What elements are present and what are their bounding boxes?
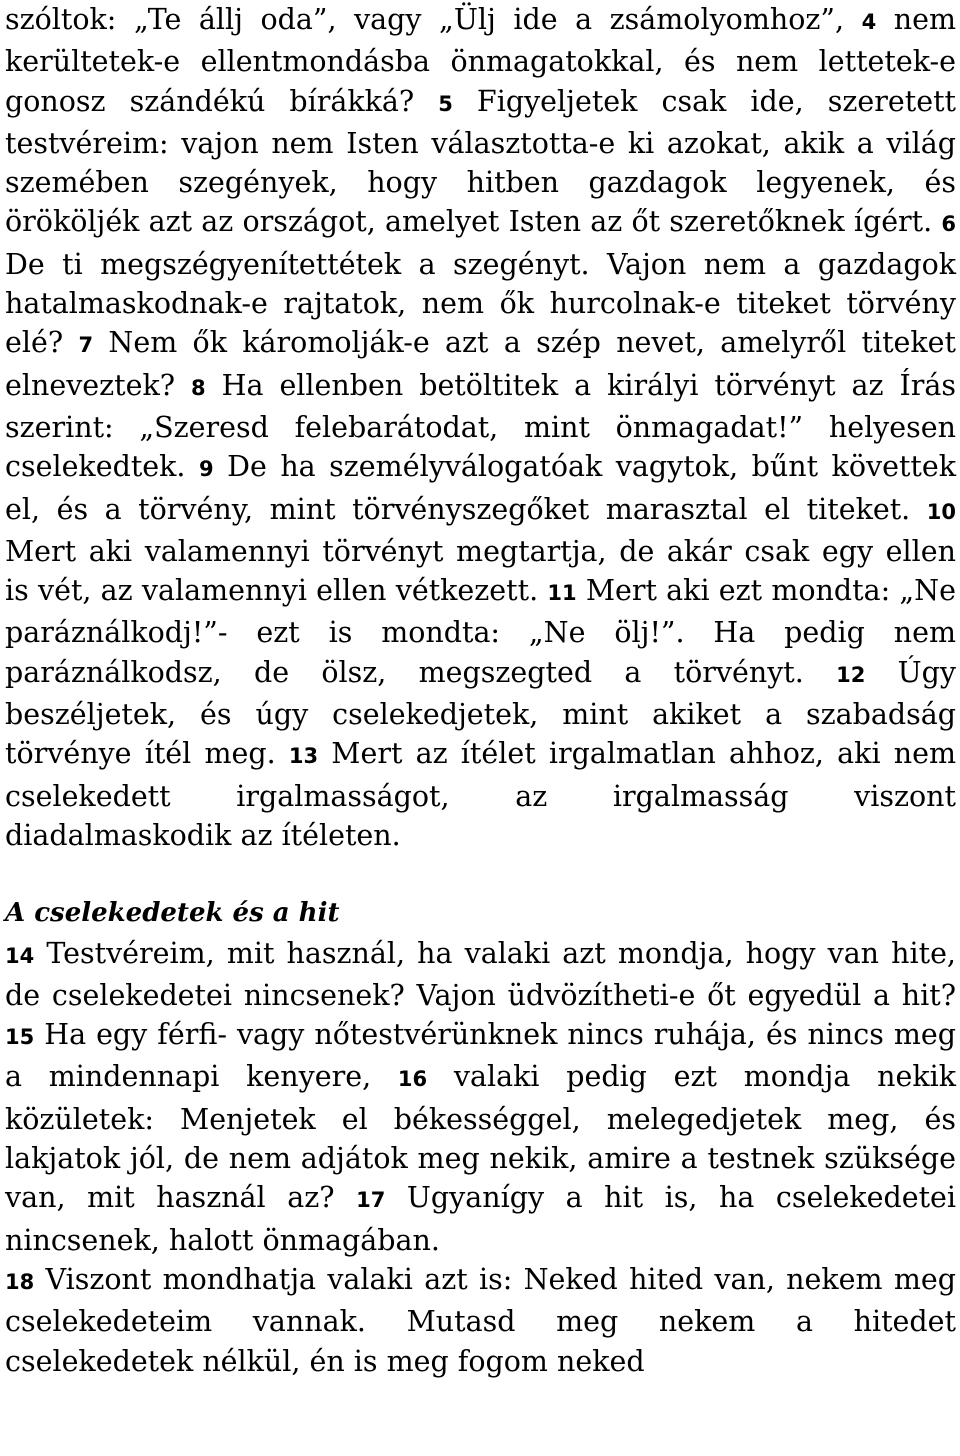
verse-number-11: 11 — [547, 581, 577, 606]
verse-text: Testvéreim, mit használ, ha valaki azt mondja, hogy van hite, de cselekedetei nincsenek? Vajon üdvözítheti-e őt egyedül a hit? — [5, 936, 956, 1012]
verse-number-4: 4 — [861, 10, 877, 34]
verse-text: Ha ellenben betöltitek a királyi törvényt az Írás szerint: „Szeresd felebarátodat, mint önmagadat!” helyesen cselekedtek. — [5, 368, 956, 484]
verse-text: Mert az ítélet irgalmatlan ahhoz, aki nem cselekedett irgalmasságot, az irgalmasság viszont diadalmaskodik az ítéleten. — [5, 737, 956, 852]
verse-text: De ti megszégyenítettétek a szegényt. Vajon nem a gazdagok hatalmaskodnak-e rajtatok, nem ők hurcolnak-e titeket törvény elé? — [5, 247, 956, 360]
verse-text: De ha személyválogatóak vagytok, bűnt követtek el, és a törvény, mint törvényszegőket marasztal el titeket. — [5, 450, 956, 526]
verse-text: Ugyanígy a hit is, ha cselekedetei nincsenek, halott önmagában. — [5, 1181, 957, 1257]
verse-text: Ha egy férfi- vagy nőtestvérünknek nincs ruhája, és nincs meg a mindennapi kenyere, — [5, 1018, 956, 1094]
verse-text: Nem ők káromolják-e azt a szép nevet, amelyről titeket elneveztek? — [5, 326, 956, 402]
verse-text: szóltok: „Te állj oda”, vagy „Ülj ide a zsámolyomhoz”, — [5, 3, 862, 36]
verse-number-7: 7 — [78, 333, 94, 358]
verse-paragraph-1 — [5, 0, 956, 855]
verse-number-17: 17 — [356, 1188, 386, 1213]
verse-text: valaki pedig ezt mondja nekik közületek: Menjetek el békességgel, melegedjetek meg, és lakjatok jól, de nem adjátok meg nekik, amire a testnek szüksége van, mit használ az? — [5, 1060, 956, 1215]
verse-text: Mert aki valamennyi törvényt megtartja, de akár csak egy ellen is vét, az valamennyi ellen vétkezett. — [5, 534, 956, 608]
verse-number-14: 14 — [5, 943, 35, 968]
verse-paragraph-3 — [5, 1260, 956, 1381]
verse-number-5: 5 — [438, 91, 453, 116]
verse-number-12: 12 — [836, 662, 866, 687]
verse-text: Mert aki ezt mondta: „Ne paráználkodj!”- ezt is mondta: „Ne ölj!”. Ha pedig nem paráználkodsz, de ölsz, megszegted a törvényt. — [5, 574, 956, 689]
verse-number-9: 9 — [198, 457, 214, 482]
verse-number-10: 10 — [926, 499, 956, 524]
verse-text: nem kerültetek-e ellentmondásba önmagatokkal, és nem lettetek-e gonosz szándékú bírákká? — [5, 3, 956, 118]
verse-paragraph-2 — [5, 934, 956, 1260]
verse-number-18: 18 — [5, 1269, 35, 1294]
section-heading: A cselekedetek és a hit — [5, 898, 340, 929]
verse-number-15: 15 — [5, 1025, 35, 1050]
verse-text: Viszont mondhatja valaki azt is: Neked hited van, nekem meg cselekedeteim vannak. Mutasd meg nekem a hitedet cselekedetek nélkül, én is meg fogom neked — [5, 1262, 956, 1378]
verse-number-8: 8 — [191, 375, 206, 400]
verse-text: Figyeljetek csak ide, szeretett testvéreim: vajon nem Isten választotta-e ki azokat, akik a világ szemében szegények, hogy hitben gazdagok legyenek, és örököljék azt az országot, amelyet Isten az őt szeretőknek ígért. — [5, 84, 956, 239]
verse-number-16: 16 — [397, 1067, 428, 1092]
verse-number-13: 13 — [288, 744, 319, 769]
verse-number-6: 6 — [941, 212, 956, 237]
verse-text: Úgy beszéljetek, és úgy cselekedjetek, mint akiket a szabadság törvénye ítél meg. — [5, 655, 956, 771]
